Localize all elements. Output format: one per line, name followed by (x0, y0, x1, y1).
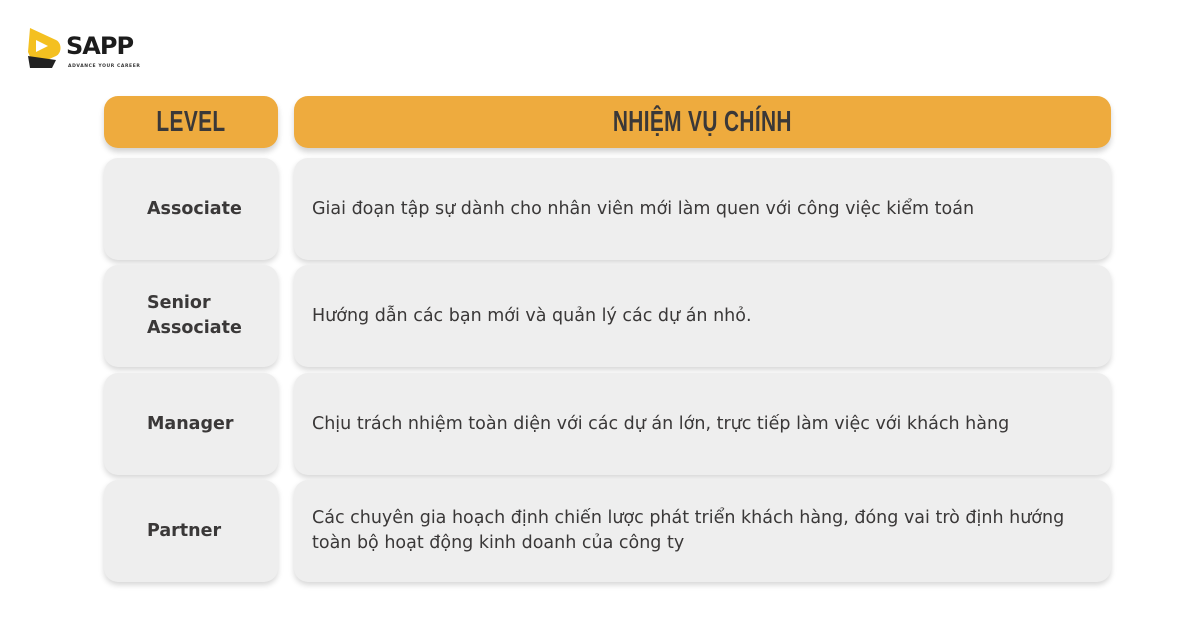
task-cell: Giai đoạn tập sự dành cho nhân viên mới làm quen với công việc kiểm toán (294, 158, 1111, 260)
table-row (0, 480, 1201, 582)
sapp-logo-icon (26, 26, 66, 70)
header-level-label: LEVEL (156, 105, 226, 138)
table-row (0, 158, 1201, 260)
task-cell: Các chuyên gia hoạch định chiến lược phát triển khách hàng, đóng vai trò định hướng toàn bộ hoạt động kinh doanh của công ty (294, 480, 1111, 582)
level-cell: Partner (104, 480, 278, 582)
header-main-tasks-label: NHIỆM VỤ CHÍNH (612, 105, 793, 138)
table-row (0, 373, 1201, 475)
brand-name: SAPP (66, 32, 134, 60)
level-cell: Associate (104, 158, 278, 260)
level-cell: Manager (104, 373, 278, 475)
brand-tagline: ADVANCE YOUR CAREER (68, 64, 141, 69)
table-row (0, 265, 1201, 367)
task-cell: Chịu trách nhiệm toàn diện với các dự án lớn, trực tiếp làm việc với khách hàng (294, 373, 1111, 475)
level-cell: Senior Associate (104, 265, 278, 367)
header-level (104, 96, 278, 148)
task-cell: Hướng dẫn các bạn mới và quản lý các dự án nhỏ. (294, 265, 1111, 367)
sapp-logo (26, 24, 141, 76)
header-main-tasks (294, 96, 1111, 148)
